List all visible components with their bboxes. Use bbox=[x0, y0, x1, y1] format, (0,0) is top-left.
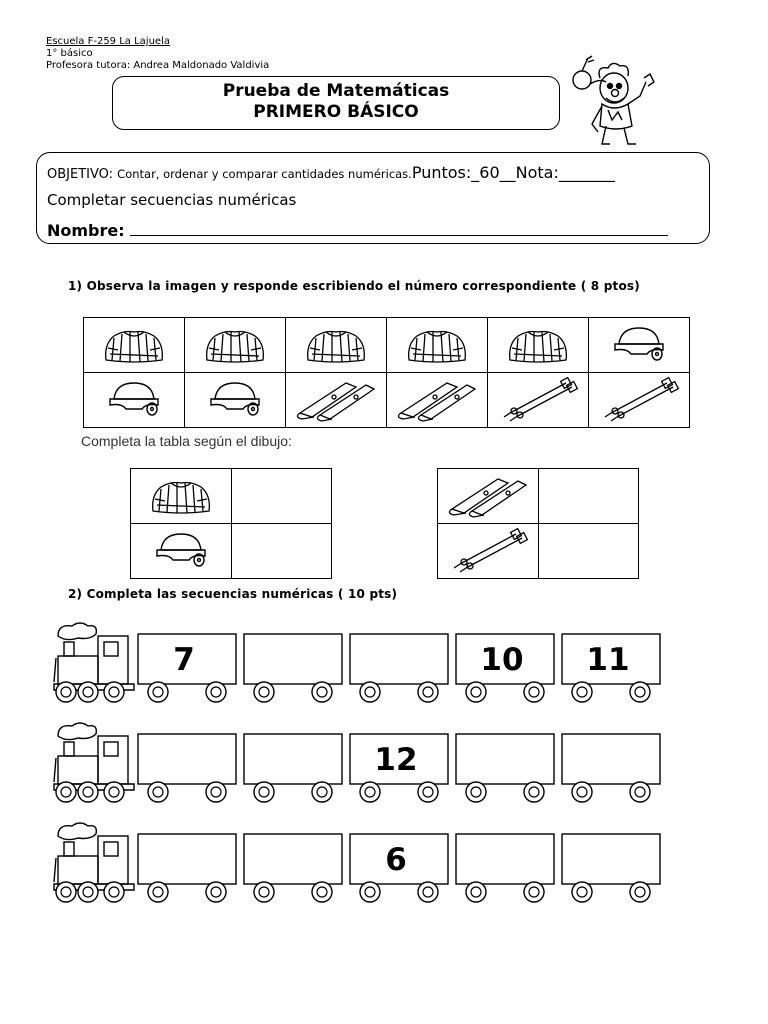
wheel-icon bbox=[524, 782, 544, 802]
name-label: Nombre: bbox=[47, 221, 125, 240]
cell-helmet bbox=[131, 524, 232, 579]
objective-label: OBJETIVO: bbox=[47, 167, 114, 182]
cell-skis bbox=[438, 469, 539, 524]
wheel-icon bbox=[312, 782, 332, 802]
cell-helmet bbox=[84, 373, 185, 428]
cell-skis bbox=[387, 373, 488, 428]
trains-drawing bbox=[50, 618, 670, 908]
wheel-icon bbox=[524, 682, 544, 702]
wheel-icon bbox=[78, 882, 98, 902]
wheel-icon bbox=[418, 782, 438, 802]
wagon[interactable] bbox=[244, 834, 342, 902]
cell-jacket bbox=[387, 318, 488, 373]
sequence-number: 12 bbox=[374, 742, 418, 778]
wheel-icon bbox=[418, 682, 438, 702]
grade: 1° básico bbox=[46, 48, 93, 59]
skis-icon bbox=[286, 373, 386, 423]
jacket-icon bbox=[84, 318, 184, 368]
train-row bbox=[54, 623, 660, 702]
cell-poles bbox=[589, 373, 690, 428]
wagon[interactable] bbox=[138, 634, 236, 702]
test-level: PRIMERO BÁSICO bbox=[253, 102, 419, 122]
question-2-title: 2) Completa las secuencias numéricas ( 10 pts) bbox=[68, 587, 398, 601]
jacket-icon bbox=[131, 469, 231, 519]
points-grade-field[interactable]: Puntos:_60__Nota:_______ bbox=[411, 163, 615, 182]
jacket-icon bbox=[185, 318, 285, 368]
objective-text: Contar, ordenar y comparar cantidades numéricas. bbox=[117, 167, 412, 181]
items-row-2 bbox=[84, 373, 690, 428]
wheel-icon bbox=[630, 782, 650, 802]
wheel-icon bbox=[104, 882, 124, 902]
wheel-icon bbox=[572, 782, 592, 802]
cell-jacket bbox=[84, 318, 185, 373]
wheel-icon bbox=[254, 682, 274, 702]
wheel-icon bbox=[206, 782, 226, 802]
wheel-icon bbox=[360, 882, 380, 902]
skis-icon bbox=[438, 469, 538, 519]
objective-box bbox=[36, 152, 710, 244]
jacket-icon bbox=[387, 318, 487, 368]
wagon[interactable] bbox=[350, 834, 448, 902]
name-field[interactable] bbox=[130, 221, 668, 236]
wheel-icon bbox=[466, 682, 486, 702]
objective-goal: Completar secuencias numéricas bbox=[47, 191, 297, 209]
helmet-icon bbox=[131, 524, 231, 574]
count-items-table bbox=[83, 317, 690, 428]
poles-icon bbox=[488, 373, 588, 423]
cell-jacket bbox=[286, 318, 387, 373]
wheel-icon bbox=[206, 882, 226, 902]
teacher: Profesora tutora: Andrea Maldonado Valdivia bbox=[46, 60, 270, 71]
wagon[interactable] bbox=[456, 734, 554, 802]
wheel-icon bbox=[572, 882, 592, 902]
wagon[interactable] bbox=[244, 734, 342, 802]
wheel-icon bbox=[524, 882, 544, 902]
wagon[interactable] bbox=[244, 634, 342, 702]
poles-answer-cell[interactable] bbox=[539, 524, 639, 579]
wheel-icon bbox=[630, 882, 650, 902]
question-1-title: 1) Observa la imagen y responde escribiendo el número correspondiente ( 8 ptos) bbox=[68, 279, 640, 293]
wheel-icon bbox=[312, 882, 332, 902]
answer-table-right bbox=[437, 468, 639, 579]
skis-answer-cell[interactable] bbox=[539, 469, 639, 524]
test-title: Prueba de Matemáticas bbox=[222, 81, 450, 101]
jacket-icon bbox=[488, 318, 588, 368]
wagon[interactable] bbox=[562, 834, 660, 902]
wheel-icon bbox=[630, 682, 650, 702]
wheel-icon bbox=[254, 782, 274, 802]
cell-poles bbox=[488, 373, 589, 428]
wheel-icon bbox=[418, 882, 438, 902]
locomotive-icon bbox=[54, 623, 134, 690]
wheel-icon bbox=[56, 782, 76, 802]
sequence-number: 6 bbox=[385, 842, 407, 878]
helmet-icon bbox=[84, 373, 184, 423]
wheel-icon bbox=[56, 682, 76, 702]
table-instruction: Completa la tabla según el dibujo: bbox=[81, 433, 292, 449]
jacket-icon bbox=[286, 318, 386, 368]
wheel-icon bbox=[78, 782, 98, 802]
helmet-answer-cell[interactable] bbox=[232, 524, 332, 579]
wagon[interactable] bbox=[138, 834, 236, 902]
helmet-icon bbox=[589, 318, 689, 368]
wheel-icon bbox=[56, 882, 76, 902]
wheel-icon bbox=[104, 782, 124, 802]
cell-jacket bbox=[488, 318, 589, 373]
jacket-answer-cell[interactable] bbox=[232, 469, 332, 524]
wagon[interactable] bbox=[350, 734, 448, 802]
items-row-1 bbox=[84, 318, 690, 373]
wheel-icon bbox=[148, 782, 168, 802]
skis-icon bbox=[387, 373, 487, 423]
wheel-icon bbox=[466, 782, 486, 802]
locomotive-icon bbox=[54, 823, 134, 890]
wheel-icon bbox=[78, 682, 98, 702]
wagon[interactable] bbox=[350, 634, 448, 702]
cell-helmet bbox=[589, 318, 690, 373]
wheel-icon bbox=[206, 682, 226, 702]
wheel-icon bbox=[148, 882, 168, 902]
poles-icon bbox=[589, 373, 689, 423]
wagon[interactable] bbox=[456, 834, 554, 902]
cell-helmet bbox=[185, 373, 286, 428]
sequence-number: 7 bbox=[173, 642, 195, 678]
school-name: Escuela F-259 La Lajuela bbox=[46, 36, 170, 47]
sequence-number: 11 bbox=[586, 642, 630, 678]
train-sequences bbox=[50, 618, 670, 908]
wheel-icon bbox=[148, 682, 168, 702]
cell-poles bbox=[438, 524, 539, 579]
wheel-icon bbox=[466, 882, 486, 902]
wheel-icon bbox=[104, 682, 124, 702]
title-box bbox=[112, 76, 560, 130]
wagon[interactable] bbox=[562, 734, 660, 802]
school-info bbox=[46, 36, 269, 72]
cell-jacket bbox=[131, 469, 232, 524]
clown-illustration bbox=[566, 48, 666, 148]
wagon[interactable] bbox=[456, 634, 554, 702]
wagon[interactable] bbox=[138, 734, 236, 802]
wheel-icon bbox=[360, 782, 380, 802]
locomotive-icon bbox=[54, 723, 134, 790]
sequence-number: 10 bbox=[480, 642, 524, 678]
cell-skis bbox=[286, 373, 387, 428]
train-row bbox=[54, 723, 660, 802]
wheel-icon bbox=[312, 682, 332, 702]
helmet-icon bbox=[185, 373, 285, 423]
poles-icon bbox=[438, 524, 538, 574]
wheel-icon bbox=[360, 682, 380, 702]
train-row bbox=[54, 823, 660, 902]
cell-jacket bbox=[185, 318, 286, 373]
wagon[interactable] bbox=[562, 634, 660, 702]
wheel-icon bbox=[254, 882, 274, 902]
answer-table-left bbox=[130, 468, 332, 579]
wheel-icon bbox=[572, 682, 592, 702]
